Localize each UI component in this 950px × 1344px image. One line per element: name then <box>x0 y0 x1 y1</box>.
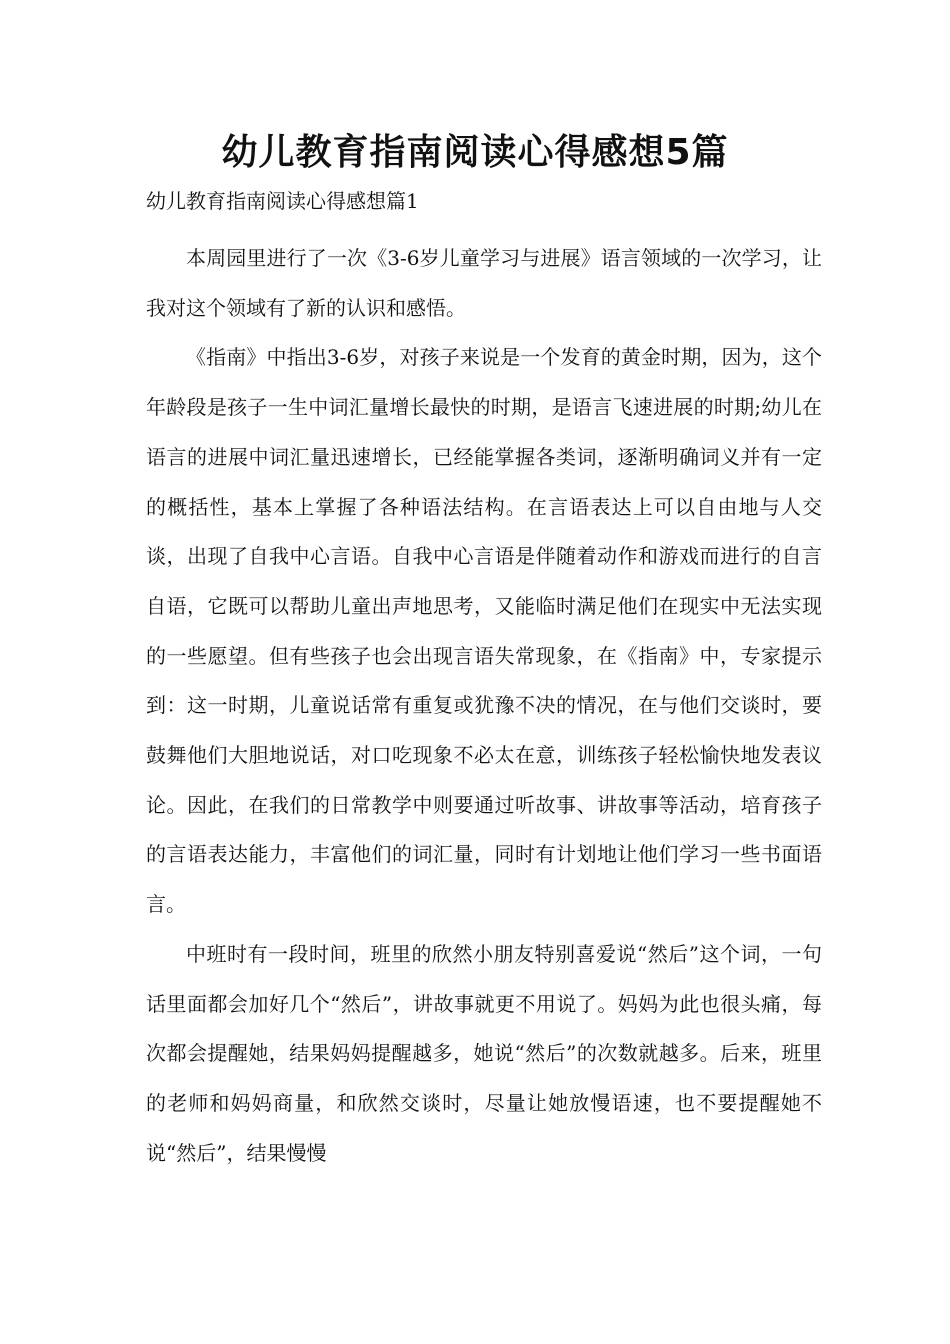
document-title: 幼儿教育指南阅读心得感想5篇 <box>221 132 729 173</box>
paragraph: 《指南》中指出3-6岁，对孩子来说是一个发育的黄金时期，因为，这个年龄段是孩子一生中词汇量增长最快的时期，是语言飞速进展的时期;幼儿在语言的进展中词汇量迅速增长，已经能掌握各类词，逐渐明确词义并有一定的概括性，基本上掌握了各种语法结构。在言语表达上可以自由地与人交谈，出现了自我中心言语。自我中心言语是伴随着动作和游戏而进行的自言自语，它既可以帮助儿童出声地思考，又能临时满足他们在现实中无法实现的一些愿望。但有些孩子也会出现言语失常现象，在《指南》中，专家提示到：这一时期，儿童说话常有重复或犹豫不决的情况，在与他们交谈时，要鼓舞他们大胆地说话，对口吃现象不必太在意，训练孩子轻松愉快地发表议论。因此，在我们的日常教学中则要通过听故事、讲故事等活动，培育孩子的言语表达能力，丰富他们的词汇量，同时有计划地让他们学习一些书面语言。 <box>146 345 822 917</box>
paragraph: 本周园里进行了一次《3-6岁儿童学习与进展》语言领域的一次学习，让我对这个领域有了新的认识和感悟。 <box>146 246 822 320</box>
section-heading: 幼儿教育指南阅读心得感想篇1 <box>146 189 419 213</box>
document-body <box>146 234 822 1178</box>
paragraph: 中班时有一段时间，班里的欣然小朋友特别喜爱说“然后”这个词，一句话里面都会加好几个“然后”，讲故事就更不用说了。妈妈为此也很头痛，每次都会提醒她，结果妈妈提醒越多，她说“然后”的次数就越多。后来，班里的老师和妈妈商量，和欣然交谈时，尽量让她放慢语速，也不要提醒她不说“然后”，结果慢慢 <box>146 941 822 1165</box>
